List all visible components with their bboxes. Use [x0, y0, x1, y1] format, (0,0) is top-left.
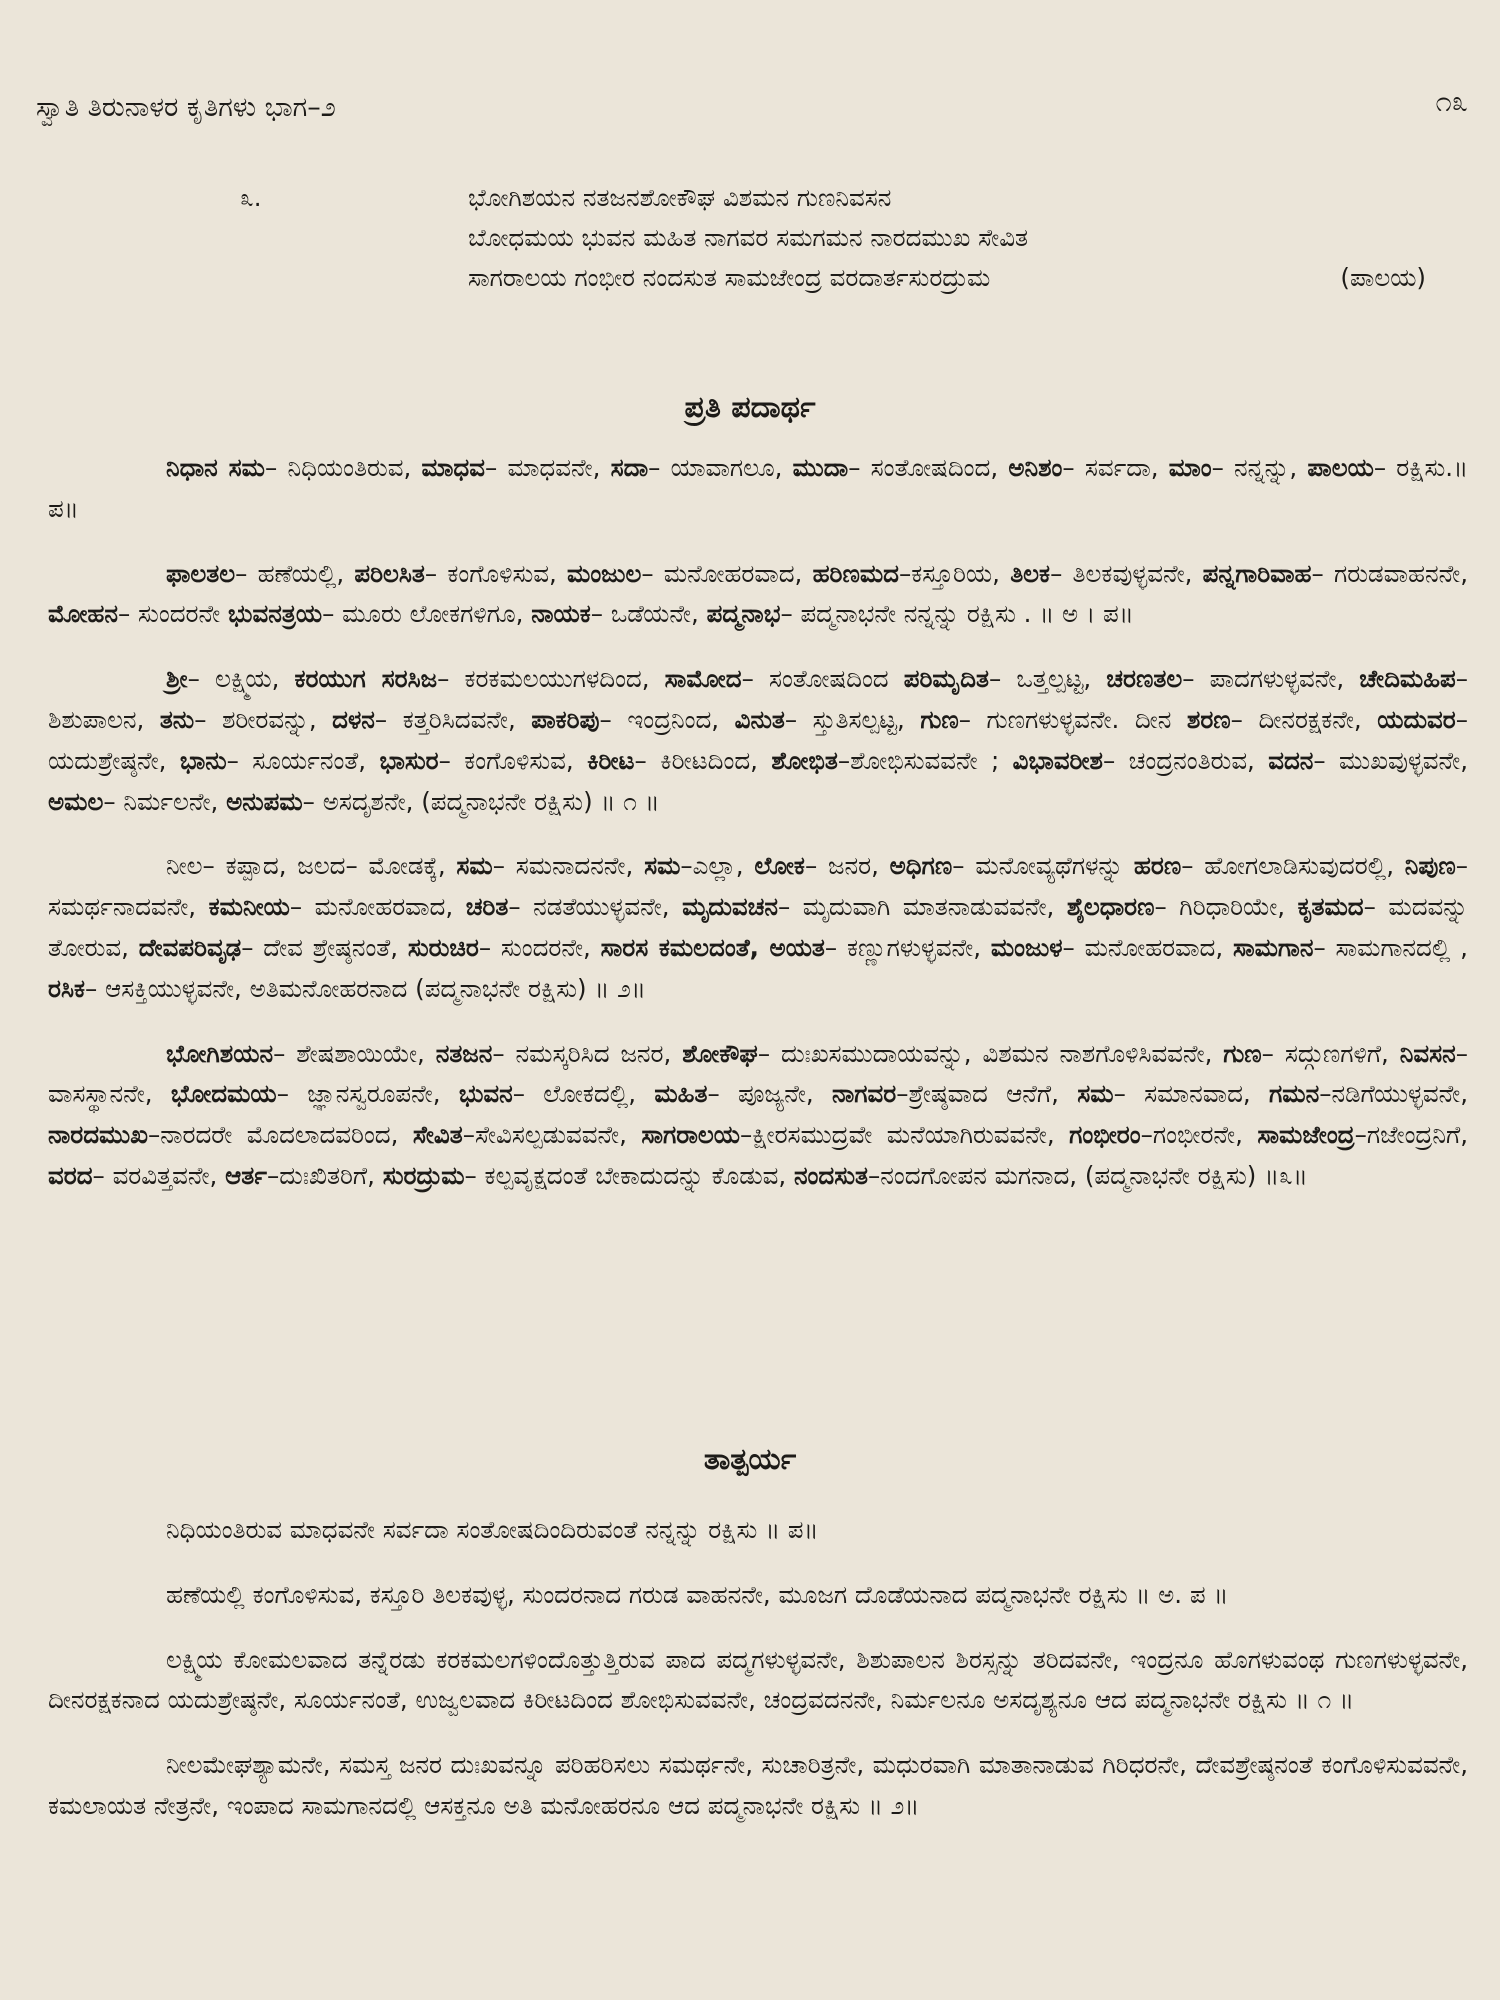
term: ಪದ್ಮನಾಭ: [706, 599, 781, 629]
summary-paragraph: ಹಣೆಯಲ್ಲಿ ಕಂಗೊಳಿಸುವ, ಕಸ್ತೂರಿ ತಿಲಕವುಳ್ಳ, ಸುಂದರನಾದ ಗರುಡ ವಾಹನನೇ, ಮೂಜಗ ದೊಡೆಯನಾದ ಪದ್ಮನಾಭನೇ ರಕ್ಷಿಸು ॥ ಅ. ಪ ॥: [166, 1579, 1229, 1609]
meaning-text: – ಲೋಕದಲ್ಲಿ,: [512, 1079, 655, 1109]
meaning-text: –ನಾರದರೇ ಮೊದಲಾದವರಿಂದ,: [147, 1120, 413, 1150]
meaning-text: – ಲಕ್ಷ್ಮಿಯ,: [187, 664, 295, 694]
meaning-text: – ಕಿರೀಟದಿಂದ,: [634, 745, 772, 775]
term: ಯದುವರ: [1377, 704, 1456, 734]
term: ವಿಭಾವರೀಶ: [1012, 745, 1103, 775]
meaning-paragraph: [48, 846, 1468, 1009]
meaning-text: – ಸಾಮಗಾನದಲ್ಲಿ ,: [1313, 932, 1468, 962]
meaning-text: – ಗುಣಗಳುಳ್ಳವನೇ. ದೀನ: [958, 704, 1187, 734]
meaning-text: – ರಕ್ಷಿಸು.॥ ಪ॥: [48, 453, 1469, 523]
meaning-text: –ಶ್ರೇಷ್ಠವಾದ ಆನೆಗೆ,: [896, 1079, 1078, 1109]
meaning-paragraph: [48, 659, 1468, 822]
meaning-text: – ದುಃಖಸಮುದಾಯವನ್ನು, ವಿಶಮನ ನಾಶಗೊಳಿಸಿವವನೇ,: [757, 1038, 1224, 1068]
term: ನಾಗವರ: [832, 1079, 897, 1109]
meaning-text: – ನಡತೆಯುಳ್ಳವನೇ,: [508, 892, 683, 922]
meaning-text: – ಆಸಕ್ತಿಯುಳ್ಳವನೇ, ಅತಿಮನೋಹರನಾದ (ಪದ್ಮನಾಭನೇ ರಕ್ಷಿಸು) ॥ ೨॥: [85, 973, 646, 1003]
meaning-text: –ಗಜೇಂದ್ರನಿಗೆ,: [1354, 1120, 1468, 1150]
term: ಲೋಕ: [754, 851, 805, 881]
term: ಮಹಿತ: [654, 1079, 708, 1109]
term: ಸಾಮಗಾನ: [1232, 932, 1314, 962]
meaning-text: – ಸುಂದರನೇ: [118, 599, 228, 629]
term: ದಳನ: [332, 704, 375, 734]
running-header-title: ಸ್ವಾತಿ ತಿರುನಾಳರ ಕೃತಿಗಳು ಭಾಗ–೨: [36, 92, 336, 123]
meaning-text: – ಒತ್ತಲ್ಪಟ್ಟ,: [988, 664, 1107, 694]
meaning-text: – ಪಾದಗಳುಳ್ಳವನೇ,: [1182, 664, 1360, 694]
meaning-text: – ಕಣ್ಣುಗಳುಳ್ಳವನೇ,: [824, 932, 991, 962]
term: ಮೋಹನ: [48, 599, 118, 629]
meaning-text: –ಸೇವಿಸಲ್ಪಡುವವನೇ,: [462, 1120, 642, 1150]
meaning-text: – ಚಂದ್ರನಂತಿರುವ,: [1102, 745, 1269, 775]
meaning-text: – ಮಾಧವನೇ,: [484, 453, 611, 482]
term: ದೇವಪರಿವೃಢ: [138, 932, 242, 962]
meaning-text: –ಗಂಭೀರನೇ,: [1140, 1120, 1258, 1150]
term: ಕಿರೀಟ: [587, 745, 635, 775]
meaning-text: – ಸದ್ಗುಣಗಳಿಗೆ,: [1261, 1038, 1400, 1068]
meaning-text: – ಪೂಜ್ಯನೇ,: [707, 1079, 832, 1109]
meaning-text: – ಸೂರ್ಯನಂತೆ,: [226, 745, 380, 775]
term: ಗುಣ: [1223, 1038, 1262, 1068]
term: ಅಮಲ: [48, 786, 104, 816]
meaning-text: – ಕತ್ತರಿಸಿದವನೇ,: [374, 704, 532, 734]
term: ವದನ: [1268, 745, 1314, 775]
term: ಚರಣತಲ: [1106, 664, 1183, 694]
term: ನತಜನ: [435, 1038, 493, 1068]
verse-lines: [468, 178, 1468, 298]
meaning-text: – ದೇವ ಶ್ರೇಷ್ಠನಂತೆ,: [241, 932, 408, 962]
meaning-text: – ಕರಕಮಲಯುಗಳದಿಂದ,: [437, 664, 665, 694]
verse-line: ಸಾಗರಾಲಯ ಗಂಭೀರ ನಂದಸುತ ಸಾಮಜೇಂದ್ರ ವರದಾರ್ತಸುರದ್ರುಮ: [468, 263, 991, 292]
term: ಭಾನು: [179, 745, 227, 775]
term: ಕಮನೀಯ: [208, 892, 290, 922]
meaning-text: – ಹೋಗಲಾಡಿಸುವುದರಲ್ಲಿ,: [1181, 851, 1405, 881]
summary-paragraph: ಲಕ್ಷ್ಮಿಯ ಕೋಮಲವಾದ ತನ್ನೆರಡು ಕರಕಮಲಗಳಿಂದೊತ್ತುತ್ತಿರುವ ಪಾದ ಪದ್ಮಗಳುಳ್ಳವನೇ, ಶಿಶುಪಾಲನ ಶಿರಸ್ಸನ್ನು ತರಿದವನೇ, ಇಂದ್ರನೂ ಹೊಗಳುವಂಥ ಗುಣಗಳುಳ್ಳವನೇ, ದೀನರಕ್ಷಕನಾದ ಯದುಶ್ರೇಷ್ಠನೇ, ಸೂರ್ಯನಂತೆ, ಉಜ್ವಲವಾದ ಕಿರೀಟದಿಂದ ಶೋಭಿಸುವವನೇ, ಚಂದ್ರವದನನೇ, ನಿರ್ಮಲನೂ ಅಸದೃಶ್ಯನೂ ಆದ ಪದ್ಮನಾಭನೇ ರಕ್ಷಿಸು ॥ ೧ ॥: [48, 1644, 1468, 1715]
term: ಸಮ: [644, 851, 681, 881]
term: ನಾಯಕ: [531, 599, 591, 629]
meaning-text: – ಸುಂದರನೇ,: [478, 932, 601, 962]
meaning-text: – ತಿಲಕವುಳ್ಳವನೇ,: [1050, 558, 1203, 588]
term: ಶ್ರೀ: [166, 664, 188, 694]
verse-line: ಬೋಧಮಯ ಭುವನ ಮಹಿತ ನಾಗವರ ಸಮಗಮನ ನಾರದಮುಖ ಸೇವಿತ: [468, 223, 1028, 252]
meaning-text: – ಒಡೆಯನೇ,: [590, 599, 707, 629]
term: ಅಧಿಗಣ: [889, 851, 953, 881]
term: ಹರಣ: [1133, 851, 1182, 881]
term: ಫಾಲತಲ: [166, 558, 236, 588]
term: ಸುರದ್ರುಮ: [382, 1160, 465, 1190]
meaning-text: – ಗರುಡವಾಹನನೇ,: [1311, 558, 1469, 588]
meaning-text: – ಶರೀರವನ್ನು,: [194, 704, 333, 734]
term: ವಿನುತ: [734, 704, 785, 734]
term: ಹರಿಣಮದ: [812, 558, 899, 588]
meaning-text: – ಇಂದ್ರನಿಂದ,: [599, 704, 735, 734]
term: ನಿಧಾನ ಸಮ: [166, 453, 265, 482]
meaning-text: – ಸಮನಾದನನೇ,: [492, 851, 645, 881]
meaning-text: – ಸರ್ವದಾ,: [1062, 453, 1169, 482]
term: ಚರಿತ: [465, 892, 509, 922]
verse-line: ಭೋಗಿಶಯನ ನತಜನಶೋಕೌಘ ವಿಶಮನ ಗುಣನಿವಸನ: [468, 183, 892, 212]
meaning-text: – ಶಿಶುಪಾಲನ,: [48, 664, 1468, 734]
term: ಶೋಭಿತ: [771, 745, 838, 775]
meaning-text: – ವಾಸಸ್ಥಾನನೇ,: [48, 1038, 1468, 1109]
term: ತಿಲಕ: [1010, 558, 1051, 588]
term: ಗುಣ: [920, 704, 959, 734]
meaning-text: – ಮೃದುವಾಗಿ ಮಾತನಾಡುವವನೇ,: [777, 892, 1067, 922]
term: ಗಂಭೀರಂ: [1069, 1120, 1141, 1150]
meaning-text: – ಕಲ್ಪವೃಕ್ಷದಂತೆ ಬೇಕಾದುದನ್ನು ಕೊಡುವ,: [464, 1160, 794, 1190]
term: ಭೋದಮಯ: [170, 1079, 277, 1109]
term: ಸಾಗರಾಲಯ: [641, 1120, 741, 1150]
term: ಶರಣ: [1186, 704, 1231, 734]
word-meaning-section: [48, 448, 1468, 1221]
verse-number: ೩.: [240, 183, 262, 212]
meaning-text: – ಯಾವಾಗಲೂ,: [648, 453, 793, 482]
term: ಸದಾ: [610, 453, 649, 482]
meaning-text: – ನಿರ್ಮಲನೇ,: [103, 786, 227, 816]
meaning-text: –ಎಲ್ಲಾ,: [680, 851, 755, 881]
term: ಶೋಕೌಘ: [682, 1038, 758, 1068]
meaning-text: – ಶೇಷಶಾಯಿಯೇ,: [273, 1038, 436, 1068]
meaning-text: – ಪದ್ಮನಾಭನೇ ನನ್ನನ್ನು ರಕ್ಷಿಸು . ॥ ಅ । ಪ॥: [780, 599, 1134, 629]
term: ಪಾಲಯ: [1307, 453, 1374, 482]
meaning-text: – ಅಸದೃಶನೇ, (ಪದ್ಮನಾಭನೇ ರಕ್ಷಿಸು) ॥ ೧ ॥: [302, 786, 660, 816]
section-heading-prati-padartha: ಪ್ರತಿ ಪದಾರ್ಥ: [684, 390, 816, 425]
term: ಸಾರಸ ಕಮಲದಂತೆ, ಅಯತ: [600, 932, 825, 962]
meaning-text: – ಸಂತೋಷದಿಂದ,: [848, 453, 1009, 482]
term: ಸಾಮೋದ: [664, 664, 742, 694]
term: ಸಮ: [456, 851, 493, 881]
meaning-paragraph: [48, 1034, 1468, 1197]
summary-paragraph: ನೀಲಮೇಘಶ್ಯಾಮನೇ, ಸಮಸ್ತ ಜನರ ದುಃಖವನ್ನೂ ಪರಿಹರಿಸಲು ಸಮರ್ಥನೇ, ಸುಚಾರಿತ್ರನೇ, ಮಧುರವಾಗಿ ಮಾತಾನಾಡುವ ಗಿರಿಧರನೇ, ದೇವಶ್ರೇಷ್ಠನಂತೆ ಕಂಗೊಳಿಸುವವನೇ, ಕಮಲಾಯತ ನೇತ್ರನೇ, ಇಂಪಾದ ಸಾಮಗಾನದಲ್ಲಿ ಆಸಕ್ತನೂ ಅತಿ ಮನೋಹರನೂ ಆದ ಪದ್ಮನಾಭನೇ ರಕ್ಷಿಸು ॥ ೨॥: [48, 1750, 1468, 1820]
meaning-text: – ಮದವನ್ನು ತೋರುವ,: [48, 892, 1468, 962]
meaning-text: – ಸ್ತುತಿಸಲ್ಪಟ್ಟ,: [784, 704, 921, 734]
term: ಭೋಗಿಶಯನ: [166, 1038, 274, 1068]
meaning-text: – ಮುಖವುಳ್ಳವನೇ,: [1313, 745, 1468, 775]
meaning-text: – ಮನೋಹರವಾದ,: [641, 558, 813, 588]
meaning-text: –ನಡಿಗೆಯುಳ್ಳವನೇ,: [1319, 1079, 1469, 1109]
term: ಭುವನತ್ರಯ: [227, 599, 323, 629]
term: ನಾರದಮುಖ: [48, 1120, 148, 1150]
meaning-text: – ಯದುಶ್ರೇಷ್ಠನೇ,: [48, 704, 1468, 775]
term: ಚೇದಿಮಹಿಪ: [1359, 664, 1456, 694]
term: ಪರಿಲಸಿತ: [354, 558, 425, 588]
term: ಪನ್ನಗಾರಿವಾಹ: [1202, 558, 1312, 588]
summary-paragraph: ನಿಧಿಯಂತಿರುವ ಮಾಧವನೇ ಸರ್ವದಾ ಸಂತೋಷದಿಂದಿರುವಂತೆ ನನ್ನನ್ನು ರಕ್ಷಿಸು ॥ ಪ॥: [166, 1515, 819, 1544]
term: ಪರಿಮೃದಿತ: [903, 664, 989, 694]
meaning-text: – ನಮಸ್ಕರಿಸಿದ ಜನರ,: [492, 1038, 683, 1068]
meaning-text: – ಸಮಾನವಾದ,: [1113, 1079, 1270, 1109]
meaning-text: –ಕಸ್ತೂರಿಯ,: [898, 558, 1011, 588]
meaning-text: – ಹಣೆಯಲ್ಲಿ,: [235, 558, 355, 588]
meaning-text: – ಕಂಗೊಳಿಸುವ,: [424, 558, 568, 588]
term: ಭಾಸುರ: [379, 745, 439, 775]
term: ಮಾಂ: [1168, 453, 1212, 482]
meaning-text: – ಸಂತೋಷದಿಂದ: [741, 664, 904, 694]
meaning-text: – ಗಿರಿಧಾರಿಯೇ,: [1154, 892, 1298, 922]
meaning-text: – ಜನರ,: [804, 851, 890, 881]
meaning-text: – ಮೂರು ಲೋಕಗಳಿಗೂ,: [322, 599, 532, 629]
term: ಮಾಧವ: [421, 453, 485, 482]
term: ನಿವಸನ: [1399, 1038, 1456, 1068]
term: ಪಾಕರಿಪು: [531, 704, 600, 734]
term: ಸಮ: [1077, 1079, 1114, 1109]
meaning-paragraph: [48, 554, 1468, 636]
meaning-text: –ಶೋಭಿಸುವವನೇ ;: [837, 745, 1013, 775]
term: ನಂದಸುತ: [793, 1160, 869, 1190]
term: ಕರಯುಗ ಸರಸಿಜ: [294, 664, 438, 694]
meaning-text: –ಕ್ಷೀರಸಮುದ್ರವೇ ಮನೆಯಾಗಿರುವವನೇ,: [740, 1120, 1070, 1150]
meaning-text: – ನನ್ನನ್ನು,: [1211, 453, 1308, 482]
term: ಮೃದುವಚನ: [682, 892, 778, 922]
meaning-text: – ನಿಧಿಯಂತಿರುವ,: [264, 453, 422, 482]
term: ತನು: [159, 704, 195, 734]
meaning-text: – ವರವಿತ್ತವನೇ,: [92, 1160, 226, 1190]
term: ಮಂಜುಳ: [990, 932, 1063, 962]
meaning-text: – ದೀನರಕ್ಷಕನೇ,: [1230, 704, 1378, 734]
meaning-text: – ಮನೋಹರವಾದ,: [1062, 932, 1233, 962]
term: ಸಾಮಜೇಂದ್ರ: [1257, 1120, 1355, 1150]
term: ರಸಿಕ: [48, 973, 85, 1003]
meaning-text: – ಮನೋಹರವಾದ,: [289, 892, 466, 922]
term: ಸೇವಿತ: [412, 1120, 463, 1150]
summary-section: [48, 1510, 1468, 1851]
meaning-text: – ಸಮರ್ಥನಾದವನೇ,: [48, 851, 1468, 922]
term: ಅನುಪಮ: [226, 786, 303, 816]
meaning-text: – ಮನೋವ್ಯಥೆಗಳನ್ನು: [952, 851, 1134, 881]
term: ಗಮನ: [1269, 1079, 1320, 1109]
page-number: ೧೩: [1435, 84, 1468, 118]
section-heading-tatparya: ತಾತ್ಪರ್ಯ: [703, 1442, 797, 1477]
meaning-paragraph: [48, 448, 1468, 530]
term: ಕೃತಮದ: [1297, 892, 1364, 922]
meaning-text: – ಕಂಗೊಳಿಸುವ,: [438, 745, 588, 775]
term: ನಿಪುಣ: [1404, 851, 1456, 881]
term: ಮಂಜುಲ: [567, 558, 642, 588]
meaning-text: –ನಂದಗೋಪನ ಮಗನಾದ, (ಪದ್ಮನಾಭನೇ ರಕ್ಷಿಸು) ॥೩॥: [868, 1160, 1308, 1190]
term: ಮುದಾ: [792, 453, 849, 482]
term: ಅನಿಶಂ: [1008, 453, 1063, 482]
meaning-text: – ಜ್ಞಾನಸ್ವರೂಪನೇ,: [276, 1079, 459, 1109]
term: ಸುರುಚಿರ: [407, 932, 479, 962]
term: ಆರ್ತ: [225, 1160, 267, 1190]
term: ವರದ: [48, 1160, 93, 1190]
term: ಭುವನ: [458, 1079, 513, 1109]
meaning-text: –ದುಃಖಿತರಿಗೆ,: [266, 1160, 383, 1190]
term: ಶೈಲಧಾರಣ: [1066, 892, 1155, 922]
verse-refrain: (ಪಾಲಯ): [1340, 263, 1426, 292]
meaning-text: ನೀಲ– ಕಪ್ಪಾದ, ಜಲದ– ಮೋಡಕ್ಕೆ,: [166, 851, 457, 881]
